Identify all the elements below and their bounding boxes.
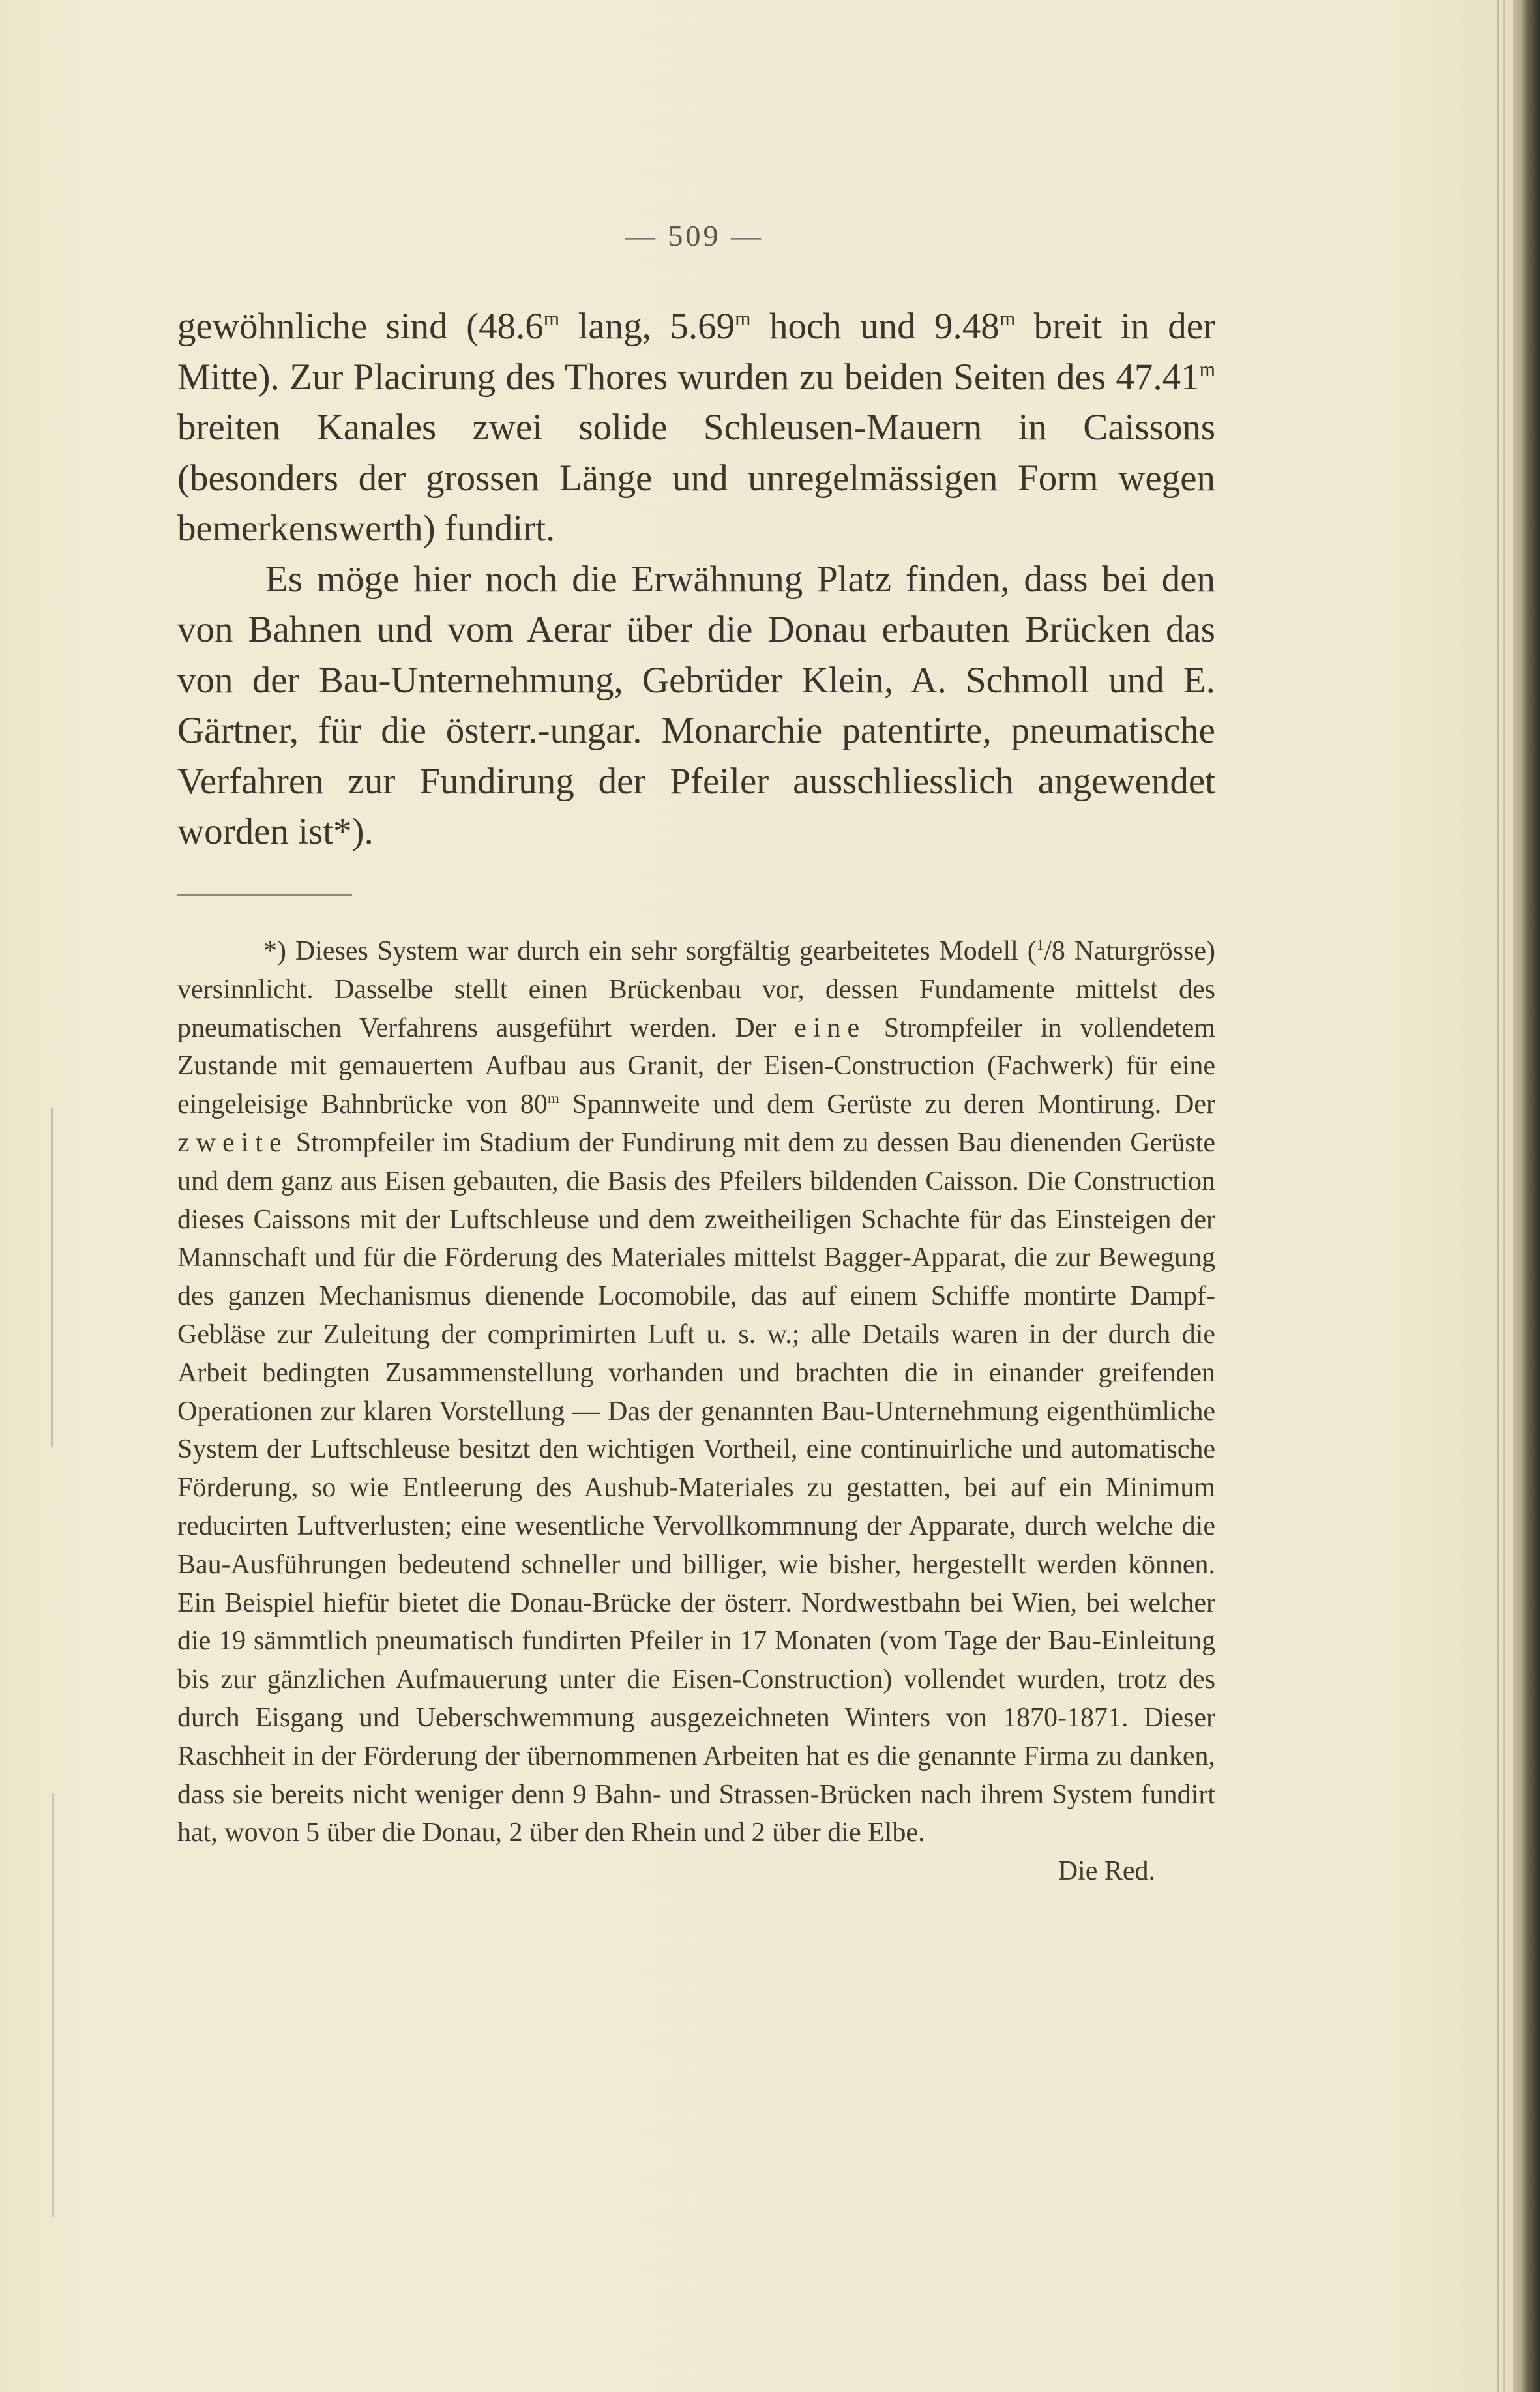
footnote-separator-rule: [177, 894, 352, 896]
margin-shadow-mark: [51, 1108, 53, 1447]
footnote-paragraph: *) Dieses System war durch ein sehr sorgfältig gearbeitetes Modell ($^1$/8 Naturgrösse) versinnlicht. Dasselbe stellt einen Brückenbau vor, dessen Fundamente mittelst des pneumatischen Verfahrens ausgeführt werden. Der eine Strompfeiler in vollendetem Zustande mit gemauertem Aufbau aus Granit, der Eisen-Construction (Fachwerk) für eine eingeleisige Bahnbrücke von 80$^m$ Spannweite und dem Gerüste zu deren Montirung. Der zweite Strompfeiler im Stadium der Fundirung mit dem zu dessen Bau dienenden Gerüste und dem ganz aus Eisen gebauten, die Basis des Pfeilers bildenden Caisson. Die Construction dieses Caissons mit der Luftschleuse und dem zweitheiligen Schachte für das Einsteigen der Mannschaft und für die Förderung des Materiales mittelst Bagger-Apparat, die zur Bewegung des ganzen Mechanismus dienende Locomobile, das auf einem Schiffe montirte Dampf-Gebläse zur Zuleitung der comprimirten Luft u. s. w.; alle Details waren in der durch die Arbeit bedingten Zusammenstellung vorhanden und brachten die in einander greifenden Operationen zur klaren Vorstellung — Das der genannten Bau-Unternehmung eigenthümliche System der Luftschleuse besitzt den wichtigen Vortheil, eine continuirliche und automatische Förderung, so wie Entleerung des Aushub-Materiales zu gestatten, bei auf ein Minimum reducirten Luftverlusten; eine wesentliche Vervollkommnung der Apparate, durch welche die Bau-Ausführungen bedeutend schneller und billiger, wie bisher, hergestellt werden können. Ein Beispiel hiefür bietet die Donau-Brücke der österr. Nordwestbahn bei Wien, bei welcher die 19 sämmtlich pneumatisch fundirten Pfeiler in 17 Monaten (vom Tage der Bau-Einleitung bis zur gänzlichen Aufmauerung unter die Eisen-Construction) vollendet wurden, trotz des durch Eisgang und Ueberschwemmung ausgezeichneten Winters von 1870-1871. Dieser Raschheit in der Förderung der übernommenen Arbeiten hat es die genannte Firma zu danken, dass sie bereits nicht weniger denn 9 Bahn- und Strassen-Brücken nach ihrem System fundirt hat, wovon 5 über die Donau, 2 über den Rhein und 2 über die Elbe.: [177, 936, 1215, 1848]
paragraph-2: Es möge hier noch die Erwähnung Platz finden, dass bei den von Bahnen und vom Aerar über die Donau erbauten Brücken das von der Bau-Unternehmung, Gebrüder Klein, A. Schmoll und E. Gärtner, für die österr.-ungar. Monarchie patentirte, pneumatische Verfahren zur Fundirung der Pfeiler ausschliesslich angewendet worden ist*).: [177, 558, 1215, 852]
page-edge-line: [1497, 0, 1499, 2392]
paragraph-1: gewöhnliche sind (48.6$^m$ lang, 5.69$^m$ hoch und 9.48$^m$ breit in der Mitte). Zur Placirung des Thores wurden zu beiden Seiten des 47.41$^m$ breiten Kanales zwei solide Schleusen-Mauern in Caissons (besonders der grossen Länge und unregelmässigen Form wegen bemerkenswerth) fundirt.: [177, 306, 1215, 549]
editor-signature: Die Red.: [1058, 1856, 1155, 1887]
page-number: — 509 —: [625, 219, 763, 252]
margin-shadow-mark: [52, 1793, 54, 2217]
footnote: [177, 932, 1215, 1891]
binding-edge: [1513, 0, 1540, 2392]
page-edge-line: [1503, 0, 1505, 2392]
main-body-text: [177, 301, 1215, 857]
